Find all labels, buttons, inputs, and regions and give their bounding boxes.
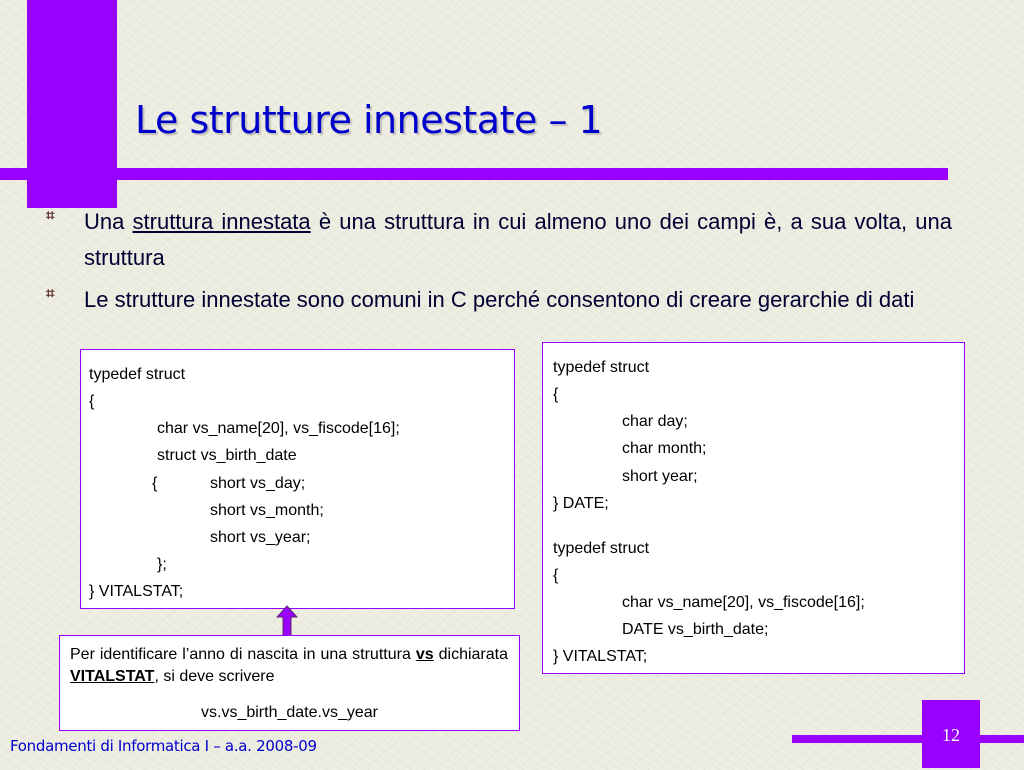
- bullet-item: [46, 204, 952, 276]
- bullet-highlight: struttura innestata: [132, 209, 311, 234]
- note-box: [59, 635, 520, 731]
- code-line: {: [553, 567, 559, 584]
- bullet-item: [46, 282, 952, 318]
- code-line: {: [553, 386, 559, 403]
- note-text-part: Per identificare l’anno di nascita in una struttura: [70, 646, 416, 663]
- footer-course: Fondamenti di Informatica I – a.a. 2008-09: [10, 737, 317, 755]
- bullet-text: Le strutture innestate sono comuni in C perché consentono di creare gerarchie di dati: [84, 287, 915, 312]
- note-access-path: vs.vs_birth_date.vs_year: [201, 704, 378, 721]
- code-line: short year;: [622, 468, 698, 485]
- code-line: short vs_year;: [210, 529, 311, 546]
- footer-bar: [792, 735, 922, 743]
- code-line: } VITALSTAT;: [89, 583, 184, 600]
- code-line: short vs_month;: [210, 502, 324, 519]
- code-line: char vs_name[20], vs_fiscode[16];: [622, 594, 865, 611]
- code-line: DATE vs_birth_date;: [622, 621, 769, 638]
- code-line: char month;: [622, 440, 707, 457]
- code-line: typedef struct: [89, 366, 186, 383]
- code-line: } VITALSTAT;: [553, 648, 648, 665]
- code-box-nested-struct: [80, 349, 515, 609]
- page-number: 12: [922, 700, 980, 768]
- note-text-part: dichiarata: [433, 646, 508, 663]
- bullet-text-pre: Una: [84, 209, 133, 234]
- note-type: VITALSTAT: [70, 668, 155, 685]
- bullet-text-post: è una struttura in cui almeno uno dei campi è, a sua volta, una struttura: [84, 209, 952, 270]
- note-text-part: , si deve scrivere: [154, 668, 275, 685]
- code-line: } DATE;: [553, 495, 609, 512]
- up-arrow-icon: [276, 605, 298, 637]
- code-line: typedef struct: [553, 540, 650, 557]
- code-line: struct vs_birth_date: [157, 447, 297, 464]
- square-hash-icon: ⌗: [46, 207, 55, 224]
- title-rule: [0, 168, 948, 180]
- code-line: char vs_name[20], vs_fiscode[16];: [157, 420, 400, 437]
- footer-bar: [980, 735, 1024, 743]
- slide-title: Le strutture innestate – 1: [135, 98, 603, 142]
- code-line: {: [89, 393, 95, 410]
- square-hash-icon: ⌗: [46, 285, 55, 302]
- code-line: {: [152, 475, 158, 492]
- note-text: [70, 644, 508, 688]
- note-var: vs: [415, 646, 434, 663]
- code-line: };: [157, 556, 167, 573]
- code-line: char day;: [622, 413, 688, 430]
- code-line: short vs_day;: [210, 475, 306, 492]
- code-box-date-type: [542, 342, 965, 674]
- code-line: typedef struct: [553, 359, 650, 376]
- bullet-list: [46, 204, 952, 324]
